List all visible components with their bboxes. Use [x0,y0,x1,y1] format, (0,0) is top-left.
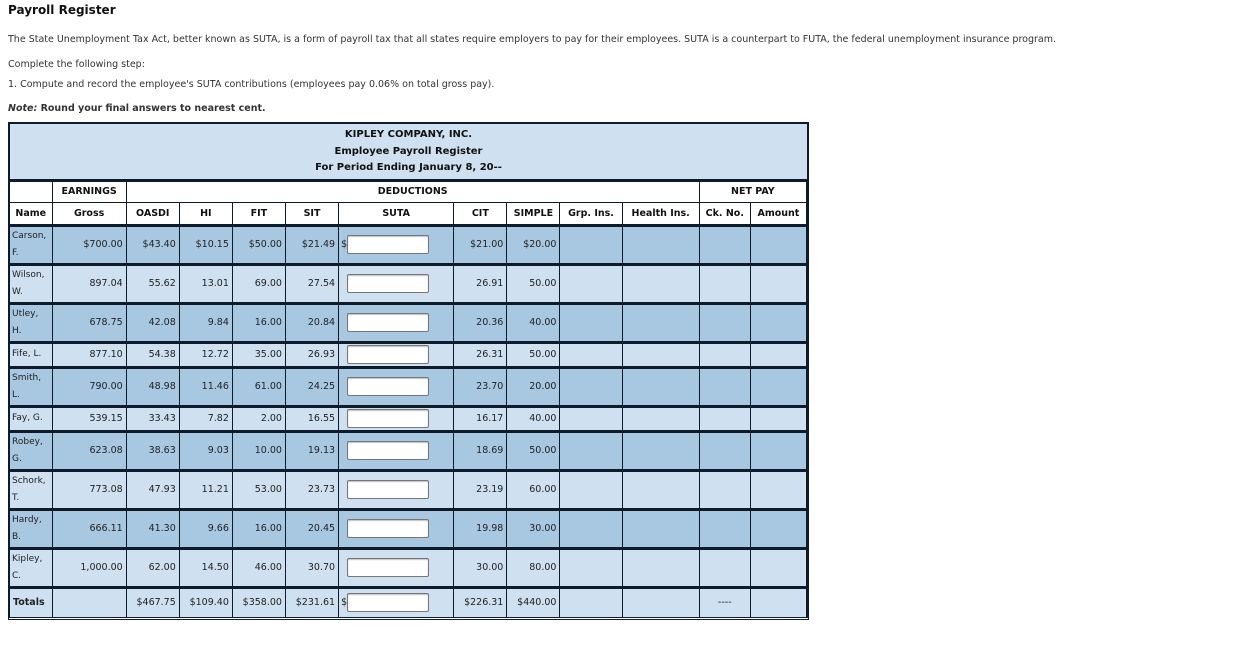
dollar-sign: $ [341,597,348,608]
table-row [10,406,807,431]
col-header-sit: SIT [285,202,338,225]
col-header-cit: CIT [454,202,507,225]
fit-amount: 53.00 [232,470,285,509]
step-text: 1. Compute and record the employee's SUTA contributions (employees pay 0.06% on total gross pay). [8,79,495,90]
col-header-suta: SUTA [339,202,454,225]
gross-pay: $700.00 [52,225,126,264]
simple-amount: 40.00 [507,406,560,431]
amount-cell [750,548,806,587]
col-header-simple: SIMPLE [507,202,560,225]
oasdi-amount: 41.30 [126,509,179,548]
cit-amount: 20.36 [454,303,507,342]
suta-cell [339,548,454,587]
amount-cell [750,342,806,367]
totals-suta-cell [339,587,454,617]
hi-amount: 9.66 [179,509,232,548]
suta-input[interactable] [347,409,429,428]
health-ins-cell [622,431,699,470]
oasdi-amount: 33.43 [126,406,179,431]
cit-amount: 16.17 [454,406,507,431]
instruction-text: Complete the following step: [8,59,145,70]
gross-pay: 539.15 [52,406,126,431]
table-row [10,470,807,509]
grp-ins-cell [560,264,622,303]
ck-no-cell [699,367,750,406]
sit-amount: 23.73 [285,470,338,509]
table-row [10,264,807,303]
hi-amount: $10.15 [179,225,232,264]
cit-amount: 26.91 [454,264,507,303]
totals-label: Totals [10,587,52,617]
ck-no-cell [699,406,750,431]
gross-pay: 773.08 [52,470,126,509]
gross-pay: 877.10 [52,342,126,367]
register-subtitle: Employee Payroll Register [334,145,483,157]
oasdi-amount: 62.00 [126,548,179,587]
sit-amount: 19.13 [285,431,338,470]
register-period: For Period Ending January 8, 20-- [315,162,502,173]
table-row [10,431,807,470]
simple-amount: 60.00 [507,470,560,509]
employee-name: Kipley, C. [10,548,52,587]
group-deductions: DEDUCTIONS [126,182,699,203]
note-text [8,103,266,114]
sit-amount: 20.45 [285,509,338,548]
hi-amount: 9.84 [179,303,232,342]
employee-name: Utley, H. [10,303,52,342]
amount-cell [750,431,806,470]
suta-cell [339,225,454,264]
employee-name: Smith, L. [10,367,52,406]
suta-cell [339,303,454,342]
ck-no-cell [699,548,750,587]
note-label: Note: [8,103,38,114]
grp-ins-cell [560,406,622,431]
amount-cell [750,470,806,509]
gross-pay: 897.04 [52,264,126,303]
ck-no-cell [699,509,750,548]
grp-ins-cell [560,303,622,342]
amount-cell [750,303,806,342]
simple-amount: 50.00 [507,264,560,303]
col-header-name: Name [10,202,52,225]
cit-amount: $21.00 [454,225,507,264]
oasdi-amount: 54.38 [126,342,179,367]
hi-amount: 11.46 [179,367,232,406]
table-row [10,342,807,367]
health-ins-cell [622,342,699,367]
suta-cell [339,342,454,367]
intro-text: The State Unemployment Tax Act, better known as SUTA, is a form of payroll tax that all states require employers to pay for their employees. SUTA is a counterpart to FUTA, the federal unemployment insurance program. [8,34,1057,45]
grp-ins-cell [560,367,622,406]
ck-no-cell [699,342,750,367]
sit-amount: 16.55 [285,406,338,431]
group-earnings: EARNINGS [52,182,126,203]
totals-cit: $226.31 [454,587,507,617]
table-row [10,548,807,587]
table-row [10,225,807,264]
fit-amount: 16.00 [232,303,285,342]
suta-input[interactable] [347,313,429,332]
note-body: Round your final answers to nearest cent. [37,103,266,114]
payroll-register-table [8,122,809,620]
col-header-hi: HI [179,202,232,225]
sit-amount: 20.84 [285,303,338,342]
gross-pay: 623.08 [52,431,126,470]
health-ins-cell [622,406,699,431]
suta-input[interactable] [347,235,429,254]
totals-amount [750,587,806,617]
grp-ins-cell [560,225,622,264]
health-ins-cell [622,225,699,264]
col-header-amount: Amount [750,202,806,225]
totals-simple: $440.00 [507,587,560,617]
fit-amount: 46.00 [232,548,285,587]
group-net-pay: NET PAY [699,182,806,203]
cit-amount: 23.70 [454,367,507,406]
totals-hi: $109.40 [179,587,232,617]
col-header-ck-no: Ck. No. [699,202,750,225]
cit-amount: 19.98 [454,509,507,548]
sit-amount: 30.70 [285,548,338,587]
register-grid [10,182,807,617]
ck-no-cell [699,225,750,264]
health-ins-cell [622,367,699,406]
oasdi-amount: 55.62 [126,264,179,303]
health-ins-cell [622,509,699,548]
totals-row [10,587,807,617]
amount-cell [750,225,806,264]
totals-sit: $231.61 [285,587,338,617]
suta-input[interactable] [347,519,429,538]
page-title: Payroll Register [8,3,116,17]
ck-no-cell [699,470,750,509]
col-header-health-ins: Health Ins. [622,202,699,225]
ck-no-cell [699,431,750,470]
register-header [10,124,807,182]
fit-amount: $50.00 [232,225,285,264]
simple-amount: 50.00 [507,431,560,470]
suta-cell [339,470,454,509]
oasdi-amount: $43.40 [126,225,179,264]
suta-input[interactable] [347,441,429,460]
suta-cell [339,431,454,470]
employee-name: Schork, T. [10,470,52,509]
col-header-grp-ins: Grp. Ins. [560,202,622,225]
amount-cell [750,509,806,548]
health-ins-cell [622,548,699,587]
simple-amount: 50.00 [507,342,560,367]
suta-input[interactable] [347,274,429,293]
ck-no-cell [699,303,750,342]
health-ins-cell [622,303,699,342]
grp-ins-cell [560,548,622,587]
employee-name: Fife, L. [10,342,52,367]
totals-gross [52,587,126,617]
employee-name: Carson, F. [10,225,52,264]
totals-fit: $358.00 [232,587,285,617]
dollar-sign: $ [341,239,348,250]
fit-amount: 16.00 [232,509,285,548]
cit-amount: 26.31 [454,342,507,367]
suta-input[interactable] [347,558,429,577]
oasdi-amount: 42.08 [126,303,179,342]
suta-cell [339,509,454,548]
grp-ins-cell [560,342,622,367]
totals-oasdi: $467.75 [126,587,179,617]
totals-ck-no: ---- [699,587,750,617]
oasdi-amount: 47.93 [126,470,179,509]
fit-amount: 69.00 [232,264,285,303]
fit-amount: 35.00 [232,342,285,367]
table-row [10,367,807,406]
hi-amount: 14.50 [179,548,232,587]
hi-amount: 7.82 [179,406,232,431]
gross-pay: 790.00 [52,367,126,406]
cit-amount: 23.19 [454,470,507,509]
suta-cell [339,406,454,431]
simple-amount: 30.00 [507,509,560,548]
gross-pay: 1,000.00 [52,548,126,587]
fit-amount: 10.00 [232,431,285,470]
suta-input[interactable] [347,377,429,396]
suta-input[interactable] [347,345,429,364]
totals-grp-ins [560,587,622,617]
simple-amount: 40.00 [507,303,560,342]
oasdi-amount: 38.63 [126,431,179,470]
grp-ins-cell [560,509,622,548]
col-header-gross: Gross [52,202,126,225]
gross-pay: 666.11 [52,509,126,548]
hi-amount: 11.21 [179,470,232,509]
employee-name: Robey, G. [10,431,52,470]
col-header-fit: FIT [232,202,285,225]
grp-ins-cell [560,470,622,509]
hi-amount: 12.72 [179,342,232,367]
totals-health-ins [622,587,699,617]
simple-amount: $20.00 [507,225,560,264]
health-ins-cell [622,264,699,303]
sit-amount: 24.25 [285,367,338,406]
ck-no-cell [699,264,750,303]
fit-amount: 61.00 [232,367,285,406]
hi-amount: 13.01 [179,264,232,303]
amount-cell [750,406,806,431]
cit-amount: 18.69 [454,431,507,470]
table-row [10,509,807,548]
health-ins-cell [622,470,699,509]
suta-cell [339,264,454,303]
sit-amount: 26.93 [285,342,338,367]
fit-amount: 2.00 [232,406,285,431]
sit-amount: 27.54 [285,264,338,303]
suta-cell [339,367,454,406]
employee-name: Wilson, W. [10,264,52,303]
table-row [10,303,807,342]
amount-cell [750,264,806,303]
sit-amount: $21.49 [285,225,338,264]
employee-name: Hardy, B. [10,509,52,548]
gross-pay: 678.75 [52,303,126,342]
oasdi-amount: 48.98 [126,367,179,406]
suta-total-input[interactable] [347,593,429,612]
simple-amount: 80.00 [507,548,560,587]
employee-name: Fay, G. [10,406,52,431]
suta-input[interactable] [347,480,429,499]
cit-amount: 30.00 [454,548,507,587]
grp-ins-cell [560,431,622,470]
company-name: KIPLEY COMPANY, INC. [344,129,473,140]
amount-cell [750,367,806,406]
group-blank [10,182,52,203]
col-header-oasdi: OASDI [126,202,179,225]
simple-amount: 20.00 [507,367,560,406]
hi-amount: 9.03 [179,431,232,470]
